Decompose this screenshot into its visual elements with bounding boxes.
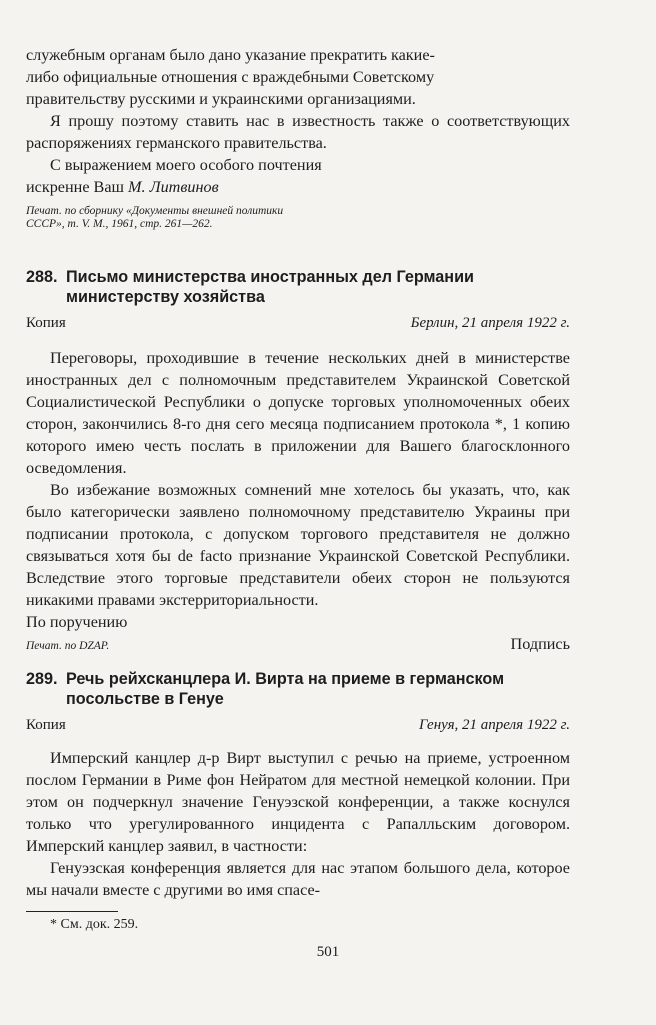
doc-288-source-note: Печат. по DZAP. <box>26 640 110 652</box>
intro-line: либо официальные отношения с враждебными Советскому <box>26 68 435 86</box>
intro-signature <box>26 176 570 198</box>
doc-288-paragraph-1: Переговоры, проходившие в течение нескольких дней в министерстве иностранных дел с полномочным представителем Украинской Советской Социалистической Республики о допуске торговых уполномоченных обеих сторон, закончились 8-го дня сего месяца подписанием протокола *, 1 копию которого имею честь послать в приложении для Вашего благосклонного осведомления. <box>26 349 570 477</box>
doc-288-heading <box>26 267 570 307</box>
doc-289-meta <box>26 715 570 735</box>
doc-288-number: 288. <box>26 268 58 286</box>
doc-289-paragraph-1: Имперский канцлер д-р Вирт выступил с речью на приеме, устроенном послом Германии в Риме фон Нейратом для местной немецкой колонии. При этом он подчеркнул значение Генуэзской конференции, а также коснулся только что урегулированного инцидента с Рапалльским договором. Имперский канцлер заявил, в частности: <box>26 749 570 855</box>
page-number: 501 <box>316 944 340 960</box>
doc-288-copy-label: Копия <box>26 315 66 331</box>
doc-289-copy-label: Копия <box>26 717 66 733</box>
signature-prefix: искренне Ваш <box>26 178 129 196</box>
signature-name: М. Литвинов <box>128 178 219 196</box>
intro-paragraph-1 <box>26 44 570 110</box>
doc-288-signature: Подпись <box>510 635 570 653</box>
intro-source-note: Печат. по сборнику «Документы внешней политики СССР», т. V. М., 1961, стр. 261—262. <box>26 205 284 230</box>
document-page <box>26 44 570 934</box>
doc-289-paragraph-2: Генуэзская конференция является для нас этапом большого дела, которое мы начали вместе с другими во имя спасе- <box>26 859 570 899</box>
doc-288-place-date: Берлин, 21 апреля 1922 г. <box>410 315 570 331</box>
doc-288-title: Письмо министерства иностранных дел Германии министерству хозяйства <box>66 268 474 306</box>
doc-289-heading <box>26 669 570 709</box>
doc-288-paragraph-2: Во избежание возможных сомнений мне хотелось бы указать, что, как было категорически заявлено полномочному представителю Украины при подписании протокола, с допуском торгового представителя не должно связываться хотя бы de facto признание Украинской Советской Республики. Вследствие этого торговые представители обеих сторон не пользуются никакими правами экстерриториальности. <box>26 481 570 609</box>
footnote: * См. док. 259. <box>50 917 139 932</box>
doc-289-title: Речь рейхсканцлера И. Вирта на приеме в германском посольстве в Генуе <box>66 670 505 708</box>
doc-288-by-order: По поручению <box>26 613 128 631</box>
doc-289-number: 289. <box>26 670 58 688</box>
doc-289-place-date: Генуя, 21 апреля 1922 г. <box>418 717 570 733</box>
doc-288-sign-row <box>26 633 570 655</box>
intro-paragraph-2: Я прошу поэтому ставить нас в известность также о соответствующих распоряжениях германского правительства. <box>26 112 570 152</box>
intro-line: служебным органам было дано указание прекратить какие- <box>26 46 435 64</box>
doc-288-meta <box>26 313 570 333</box>
footnote-divider <box>26 911 118 912</box>
intro-line: правительству русскими и украинскими организациями. <box>26 90 416 108</box>
intro-closing: С выражением моего особого почтения <box>50 156 322 174</box>
